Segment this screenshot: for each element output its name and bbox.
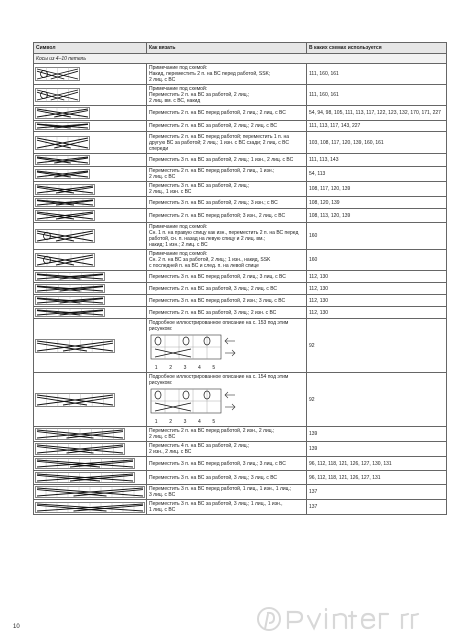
symbol-cell	[34, 250, 147, 271]
how-text: Переместить 2 п. на ВС за работой, 3 лиц.; 2 изн. с ВС	[149, 309, 277, 316]
symbol-cell	[34, 500, 147, 515]
cable-symbol-icon	[35, 458, 135, 469]
symbol-cell	[34, 209, 147, 223]
table-row	[34, 427, 447, 442]
how-text: Переместить 3 п. на ВС перед работой, 1 лиц., 1 изн., 1 лиц.; 3 лиц. с ВС	[149, 486, 292, 498]
cable-symbol-icon	[35, 253, 95, 267]
column-number: 2	[169, 419, 172, 425]
how-cell	[147, 182, 307, 197]
symbol-cell	[34, 457, 147, 471]
how-cell	[147, 106, 307, 121]
where-cell: 111, 113, 117, 143, 227	[307, 121, 447, 132]
cable-symbol-icon	[35, 107, 90, 119]
header-how: Как вязать	[147, 43, 307, 54]
how-cell	[147, 85, 307, 106]
arrow-diagram-icon	[149, 333, 239, 369]
cable-symbol-icon	[35, 122, 90, 130]
how-text: Переместить 3 п. на ВС за работой, 2 лиц.; 2 лиц., 1 изн. с ВС	[149, 183, 250, 195]
how-text: Переместить 3 п. на ВС за работой, 2 лиц.; 3 изн.; с ВС	[149, 199, 278, 206]
how-cell	[147, 373, 307, 427]
symbol-cell	[34, 121, 147, 132]
how-cell	[147, 250, 307, 271]
column-number: 2	[169, 365, 172, 371]
where-cell: 139	[307, 427, 447, 442]
table-body	[34, 64, 447, 515]
where-cell: 108, 117, 120, 139	[307, 182, 447, 197]
how-cell	[147, 319, 307, 373]
how-cell	[147, 500, 307, 515]
how-cell	[147, 223, 307, 250]
stitch-illustration	[149, 387, 304, 425]
how-cell	[147, 121, 307, 132]
symbol-cell	[34, 154, 147, 167]
how-cell	[147, 167, 307, 182]
table-row	[34, 442, 447, 457]
where-cell: 160	[307, 250, 447, 271]
how-text: Переместить 3 п. на ВС перед работой, 3 лиц.; 3 лиц. с ВС	[149, 460, 286, 467]
how-text: Переместить 2 п. на ВС за работой, 3 лиц.; 2 лиц. с ВС	[149, 285, 278, 292]
table-row	[34, 271, 447, 283]
how-cell	[147, 427, 307, 442]
symbol-cell	[34, 319, 147, 373]
section-row	[34, 54, 447, 64]
symbol-cell	[34, 442, 147, 457]
cable-symbol-icon	[35, 443, 125, 455]
symbol-cell	[34, 223, 147, 250]
column-number: 5	[212, 419, 216, 425]
cable-symbol-icon	[35, 136, 90, 150]
cable-symbol-icon	[35, 88, 80, 102]
how-text: Переместить 3 п. на ВС за работой, 2 лиц.; 1 изн., 2 лиц. с ВС	[149, 157, 294, 163]
table-row	[34, 132, 447, 154]
symbol-cell	[34, 307, 147, 319]
how-text: Переместить 4 п. на ВС за работой, 2 лиц.; 2 изн., 2 лиц. с ВС	[149, 443, 250, 455]
table-row	[34, 295, 447, 307]
symbol-cell	[34, 85, 147, 106]
table-row	[34, 167, 447, 182]
how-cell	[147, 132, 307, 154]
cable-symbol-icon	[35, 155, 90, 165]
where-cell: 112, 130	[307, 307, 447, 319]
how-text: Подробное иллюстрированное описание на с. 153 под этим рисунком:	[149, 320, 289, 332]
where-cell: 137	[307, 500, 447, 515]
where-cell: 92	[307, 319, 447, 373]
cable-symbol-icon	[35, 210, 95, 221]
where-cell: 112, 130	[307, 283, 447, 295]
symbol-cell	[34, 471, 147, 485]
how-text: Переместить 2 п. на ВС перед работой; 3 изн., 2 лиц. с ВС	[149, 212, 286, 219]
how-text: Подробное иллюстрированное описание на с. 154 под этим рисунком:	[149, 374, 289, 386]
how-text: Примечание под схемой: Сн. 2 п. на ВС за работой, 2 лиц.; 1 изн., накид, SSK с последней п. на ВС и след. п. на левой спице	[149, 251, 271, 269]
cable-symbols-page	[33, 42, 446, 515]
where-cell: 111, 113, 143	[307, 154, 447, 167]
symbol-cell	[34, 373, 147, 427]
column-number: 1	[154, 419, 158, 425]
symbol-cell	[34, 106, 147, 121]
table-row	[34, 283, 447, 295]
table-row	[34, 223, 447, 250]
how-cell	[147, 64, 307, 85]
header-where: В каких схемах используется	[307, 43, 447, 54]
symbol-cell	[34, 283, 147, 295]
table-row	[34, 307, 447, 319]
symbol-cell	[34, 64, 147, 85]
column-number: 5	[212, 365, 216, 371]
pinterest-logo-icon	[256, 604, 424, 634]
symbol-cell	[34, 295, 147, 307]
where-cell: 96, 112, 118, 121, 126, 127, 130, 131	[307, 457, 447, 471]
how-cell	[147, 471, 307, 485]
table-row	[34, 197, 447, 209]
where-cell: 160	[307, 223, 447, 250]
how-cell	[147, 154, 307, 167]
symbol-cell	[34, 197, 147, 209]
how-cell	[147, 197, 307, 209]
cable-symbol-icon	[35, 296, 105, 305]
how-cell	[147, 457, 307, 471]
table-row	[34, 182, 447, 197]
how-text: Переместить 2 п. на ВС перед работой, 2 лиц.; 2 лиц. с ВС	[149, 110, 286, 116]
symbol-cell	[34, 271, 147, 283]
table-row	[34, 500, 447, 515]
cable-symbol-icon	[35, 272, 105, 281]
where-cell: 108, 113, 120, 139	[307, 209, 447, 223]
cable-symbol-icon	[35, 486, 145, 498]
arrow-diagram-icon	[149, 387, 239, 423]
cable-symbol-icon	[35, 428, 125, 440]
where-cell: 112, 130	[307, 271, 447, 283]
how-cell	[147, 283, 307, 295]
cable-symbol-icon	[35, 502, 145, 513]
cable-symbol-icon	[35, 339, 115, 353]
how-cell	[147, 442, 307, 457]
table-row	[34, 485, 447, 500]
where-cell: 103, 108, 117, 120, 139, 160, 161	[307, 132, 447, 154]
where-cell: 108, 120, 139	[307, 197, 447, 209]
how-cell	[147, 271, 307, 283]
table-row	[34, 154, 447, 167]
how-cell	[147, 485, 307, 500]
cable-symbol-icon	[35, 198, 95, 207]
column-number: 4	[197, 419, 201, 425]
where-cell: 139	[307, 442, 447, 457]
cable-symbol-icon	[35, 67, 80, 81]
how-cell	[147, 307, 307, 319]
cable-symbol-icon	[35, 308, 105, 317]
how-text: Примечание под схемой: Сн. 1 п. на правую спицу как изн., переместить 2 п. на ВС перед работой, сн. п. назад на левую спицу и 2 лиц. вм.; накид; 1 изн.; 2 лиц. с ВС	[149, 224, 299, 248]
page-number: 10	[13, 624, 20, 630]
cable-symbol-icon	[35, 169, 90, 179]
how-text: Переместить 3 п. на ВС за работой, 3 лиц.; 1 лиц., 1 изн., 1 лиц. с ВС	[149, 501, 283, 513]
where-cell: 112, 130	[307, 295, 447, 307]
table-row	[34, 250, 447, 271]
symbol-cell	[34, 167, 147, 182]
how-text: Переместить 2 п. на ВС перед работой, 2 лиц., 1 изн.; 2 лиц. с ВС	[149, 168, 275, 180]
where-cell: 111, 160, 161	[307, 85, 447, 106]
cable-symbol-icon	[35, 472, 135, 483]
table-row	[34, 106, 447, 121]
cable-symbol-icon	[35, 229, 95, 243]
table-row	[34, 471, 447, 485]
table-row	[34, 457, 447, 471]
column-number: 3	[183, 419, 187, 425]
column-number: 4	[197, 365, 201, 371]
header-row	[34, 43, 447, 54]
how-text: Переместить 3 п. на ВС перед работой, 2 лиц.; 3 лиц. с ВС	[149, 273, 286, 280]
where-cell: 137	[307, 485, 447, 500]
symbols-table	[33, 42, 447, 515]
cable-symbol-icon	[35, 393, 115, 407]
where-cell: 54, 113	[307, 167, 447, 182]
column-number: 3	[183, 365, 187, 371]
header-symbol: Символ	[34, 43, 147, 54]
how-text: Переместить 2 п. на ВС за работой, 2 лиц.; 2 лиц. с ВС	[149, 123, 278, 129]
how-text: Переместить 3 п. на ВС за работой, 3 лиц.; 3 лиц. с ВС	[149, 474, 278, 481]
how-text: Переместить 2 п. на ВС перед работой, 2 изн., 2 лиц.; 2 лиц. с ВС	[149, 428, 275, 440]
table-row	[34, 64, 447, 85]
where-cell: 92	[307, 373, 447, 427]
table-row	[34, 319, 447, 373]
table-row	[34, 121, 447, 132]
table-row	[34, 373, 447, 427]
cable-symbol-icon	[35, 284, 105, 293]
stitch-illustration	[149, 333, 304, 371]
how-cell	[147, 295, 307, 307]
how-text: Примечание под схемой: Переместить 2 п. на ВС за работой, 2 лиц.; 2 лиц. вм. с ВС, накид	[149, 86, 250, 104]
symbol-cell	[34, 485, 147, 500]
table-row	[34, 209, 447, 223]
where-cell: 96, 112, 118, 121, 126, 127, 131	[307, 471, 447, 485]
symbol-cell	[34, 132, 147, 154]
how-text: Примечание под схемой: Накид, переместить 2 п. на ВС перед работой, SSK; 2 лиц. с ВС	[149, 65, 271, 83]
column-number: 1	[154, 365, 158, 371]
symbol-cell	[34, 427, 147, 442]
where-cell: 54, 94, 98, 105, 111, 113, 117, 122, 123, 132, 170, 171, 227	[307, 106, 447, 121]
where-cell: 111, 160, 161	[307, 64, 447, 85]
how-text: Переместить 3 п. на ВС перед работой, 2 изн.; 3 лиц. с ВС	[149, 297, 286, 304]
how-cell	[147, 209, 307, 223]
table-row	[34, 85, 447, 106]
section-title: Косы из 4–10 петель	[34, 54, 447, 64]
how-text: Переместить 2 п. на ВС перед работой; переместить 1 п. на другую ВС за работой; 2 лиц.; 1 изн. с ВС сзади; 2 лиц. с ВС спереди	[149, 133, 290, 152]
symbol-cell	[34, 182, 147, 197]
cable-symbol-icon	[35, 184, 95, 195]
